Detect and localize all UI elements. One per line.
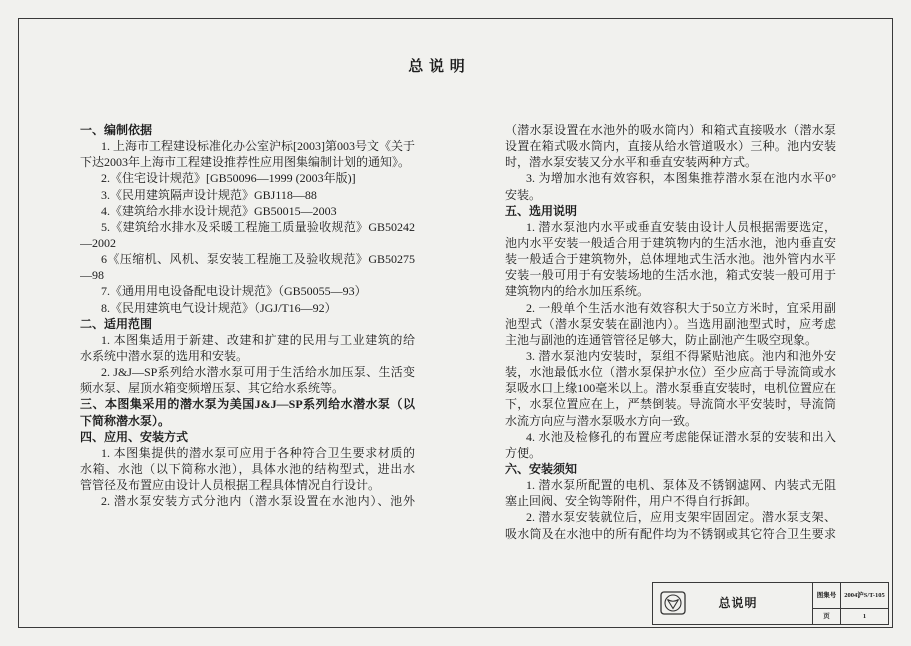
list-item xyxy=(505,477,836,509)
list-item xyxy=(80,493,415,509)
section-heading: 二、适用范围 xyxy=(80,316,153,331)
text-line: 塞止回阀、安全钩等附件，用户不得自行拆卸。 xyxy=(505,494,758,509)
text-line: 2.《住宅设计规范》[GB50096—1999 (2003年版)] xyxy=(101,171,356,186)
text-line: 主池与副池的连通管管径足够大，防止副池产生吸空现象。 xyxy=(505,332,818,347)
text-line: 3. 为增加水池有效容积，本图集推荐潜水泵在池内水平0° xyxy=(526,171,836,186)
text-line: 4. 水池及检修孔的布置应考虑能保证潜水泵的安装和出入 xyxy=(526,429,836,444)
list-item xyxy=(505,509,836,541)
text-line: 2. 潜水泵安装就位后，应用支架牢固固定。潜水泵支架、 xyxy=(526,510,836,525)
list-item xyxy=(80,283,415,299)
text-line: 4.《建筑给水排水设计规范》GB50015—2003 xyxy=(101,203,337,218)
left-column xyxy=(80,122,415,509)
text-line: 吸水筒及在水池中的所有配件均为不锈钢或其它符合卫生要求 xyxy=(505,526,836,541)
text-line: 3. 潜水泵池内安装时，泵组不得紧贴池底。池内和池外安 xyxy=(526,348,836,363)
text-line: 1. 上海市工程建设标准化办公室沪标[2003]第003号文《关于 xyxy=(101,139,415,154)
text-line: 时，潜水泵安装又分水平和垂直安装两种方式。 xyxy=(505,155,758,170)
text-line: 5.《建筑给水排水及采暖工程施工质量验收规范》GB50242 xyxy=(101,219,415,234)
list-item xyxy=(80,203,415,219)
emblem-icon xyxy=(660,591,686,615)
text-line: 安装。 xyxy=(505,187,542,202)
page-title: 总 说 明 xyxy=(408,59,466,75)
text-line: —98 xyxy=(80,268,104,283)
text-line: 1. 本图集提供的潜水泵可应用于各种符合卫生要求材质的 xyxy=(101,445,415,460)
section-heading: 六、安装须知 xyxy=(505,461,578,476)
text-line: 1. 潜水泵池内水平或垂直安装由设计人员根据需要选定， xyxy=(526,219,836,234)
text-line: 3.《民用建筑隔声设计规范》GBJ118—88 xyxy=(101,187,317,202)
text-line: 管管径及布置应由设计人员根据工程具体情况自行设计。 xyxy=(80,478,381,493)
list-item xyxy=(80,187,415,203)
section-heading: 一、编制依据 xyxy=(80,123,153,137)
atlas-number-label: 图集号 xyxy=(812,583,840,609)
list-item xyxy=(80,219,415,251)
text-line: （潜水泵设置在水池外的吸水筒内）和箱式直接吸水（潜水泵 xyxy=(505,123,836,137)
text-line: 水系统中潜水泵的选用和安装。 xyxy=(80,348,249,363)
text-line: 6《压缩机、风机、泵安装工程施工及验收规范》GB50275 xyxy=(101,252,415,267)
text-line: 装，水池最低水位（潜水泵保护水位）至少应高于导流筒或水 xyxy=(505,365,836,380)
list-item xyxy=(505,300,836,348)
text-line: 1. 本图集适用于新建、改建和扩建的民用与工业建筑的给 xyxy=(101,332,415,347)
atlas-number-value: 2004沪S/T-105 xyxy=(840,583,888,609)
drawing-title: 总说明 xyxy=(718,596,758,610)
section-heading: 四、应用、安装方式 xyxy=(80,429,189,444)
text-line: 下，水泵位置应在上，严禁倒装。导流筒水平安装时，导流筒 xyxy=(505,397,836,412)
text-line: 1. 潜水泵所配置的电机、泵体及不锈钢滤网、内装式无阻 xyxy=(526,478,836,493)
section xyxy=(80,429,415,510)
text-line: 水流方向应与潜水泵吸水方向一致。 xyxy=(505,413,698,428)
text-line: 泵吸水口上缘100毫米以上。潜水泵垂直安装时，电机位置应在 xyxy=(505,381,836,396)
section-heading: 三、本图集采用的潜水泵为美国J&J—SP系列给水潜水泵（以 xyxy=(80,397,415,412)
section xyxy=(505,461,836,542)
list-item xyxy=(80,170,415,186)
list-item xyxy=(80,300,415,316)
text-line: 方便。 xyxy=(505,445,542,460)
list-item xyxy=(80,138,415,170)
text-line: 池内水平安装一般适合用于建筑物内的生活水池，池内垂直安 xyxy=(505,235,836,250)
list-item xyxy=(505,429,836,461)
section xyxy=(80,122,415,316)
list-item xyxy=(505,348,836,429)
text-line: 2. 一般单个生活水池有效容积大于50立方米时，宜采用副 xyxy=(526,300,836,315)
text-line: 7.《通用用电设备配电设计规范》（GB50055—93） xyxy=(101,284,367,299)
list-item xyxy=(80,332,415,364)
section xyxy=(80,396,415,428)
list-item xyxy=(80,445,415,493)
text-line: 频水泵、屋顶水箱变频增压泵、其它给水系统等。 xyxy=(80,381,345,396)
text-line: 水箱、水池（以下简称水池），具体水池的结构型式，进出水 xyxy=(80,461,415,476)
text-line: 建筑物内的给水加压系统。 xyxy=(505,284,650,299)
section-heading-continued: 下简称潜水泵）。 xyxy=(80,413,171,428)
text-line: 装一般适合于建筑物外，总体埋地式生活水池。池外管内水平 xyxy=(505,252,836,267)
list-item xyxy=(80,364,415,396)
text-line: 池型式（潜水泵安装在副池内）。当选用副池型式时，应考虑 xyxy=(505,316,836,331)
page-label: 页 xyxy=(812,609,840,624)
list-item xyxy=(505,170,836,202)
section xyxy=(80,316,415,397)
text-line: —2002 xyxy=(80,235,116,250)
title-block xyxy=(652,582,889,625)
text-line: 2. J&J—SP系列给水潜水泵可用于生活给水加压泵、生活变 xyxy=(101,365,415,380)
list-item xyxy=(505,122,836,170)
list-item xyxy=(505,219,836,300)
section-heading: 五、选用说明 xyxy=(505,203,578,218)
right-column xyxy=(505,122,836,542)
section xyxy=(505,122,836,203)
text-line: 下达2003年上海市工程建设推荐性应用图集编制计划的通知》。 xyxy=(80,155,411,170)
text-line: 8.《民用建筑电气设计规范》（JGJ/T16—92） xyxy=(101,300,337,315)
text-line: 2. 潜水泵安装方式分池内（潜水泵设置在水池内）、池外 xyxy=(101,494,415,509)
text-line: 安装一般可用于有安装场地的生活水池，箱式安装一般可用于 xyxy=(505,268,836,283)
list-item xyxy=(80,251,415,283)
page-number: 1 xyxy=(840,609,888,624)
text-line: 设置在箱式吸水筒内，直接从给水管道吸水）三种。池内安装 xyxy=(505,139,836,154)
section xyxy=(505,203,836,461)
